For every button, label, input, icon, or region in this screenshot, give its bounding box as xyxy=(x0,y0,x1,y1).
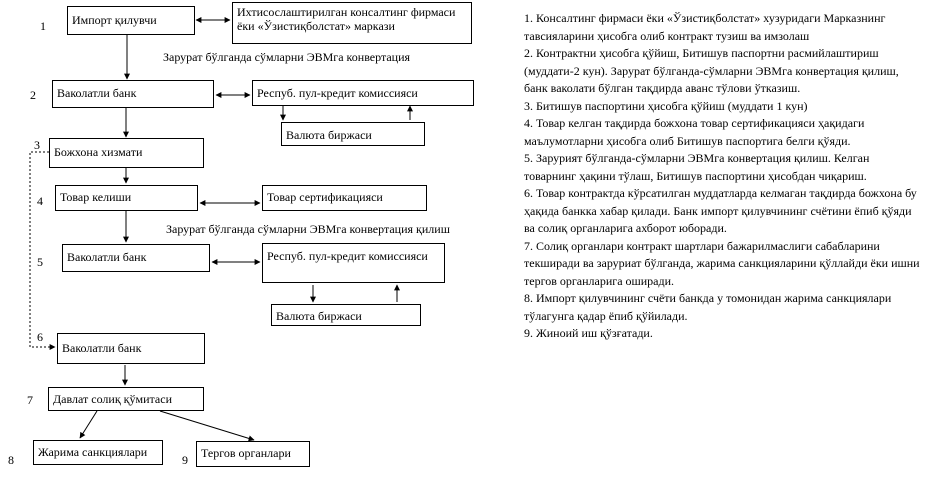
credit-commission-box-1: Респуб. пул-кредит комиссияси xyxy=(252,80,474,106)
consulting-box: Ихтисослаштирилган консалтинг фирмаси ёки «Ўзистиқболстат» маркази xyxy=(232,2,472,44)
note-item: 6. Товар контрактда кўрсатилган муддатларда келмаган тақдирда божхона бу ҳақида банкка хабар қилади. Банк импорт қилувчининг счётини ёпиб қўяди ва солиқ органларига ахборот юборади. xyxy=(524,186,917,235)
arrow-tax-investigation xyxy=(160,411,254,440)
note-item: 4. Товар келган тақдирда божхона товар сертификацияси ҳақидаги маълумотларни ҳисобга олиб Битишув паспортига белги қўяди. xyxy=(524,116,865,148)
conversion-caption-1: Зарурат бўлганда сўмларни ЭВМга конвертация xyxy=(163,50,411,64)
goods-certification-box: Товар сертификацияси xyxy=(262,185,427,211)
note-item: 8. Импорт қилувчининг счёти банкда у томонидан жарима санкциялари тўлагунга қадар ёпиб қўйилади. xyxy=(524,291,892,323)
note-item: 2. Контрактни ҳисобга қўйиш, Битишув паспортни расмийлаштириш (муддати-2 кун). Зарурат бўлганда-сўмларни ЭВМга конвертация қилиш, банк ваколати бўлган тақдирда аванс тўлови ўтказиш. xyxy=(524,46,899,95)
dotted-link-customs-bank-3 xyxy=(30,152,55,347)
step-number-2: 2 xyxy=(30,88,36,102)
note-item: 3. Битишув паспортини ҳисобга қўйиш (муддати 1 кун) xyxy=(524,98,808,113)
note-item: 9. Жиноий иш қўзғатади. xyxy=(524,326,653,340)
investigation-bodies-box: Тергов органлари xyxy=(196,441,310,467)
note-item: 1. Консалтинг фирмаси ёки «Ўзистиқболстат» хузуридаги Марказнинг тавсияларини ҳисобга олиб контракт тузиш ва имзолаш xyxy=(524,11,886,43)
step-number-6: 6 xyxy=(37,330,43,344)
step-number-4: 4 xyxy=(37,194,43,208)
explanatory-notes xyxy=(524,10,924,343)
step-number-5: 5 xyxy=(37,255,43,269)
goods-arrival-box: Товар келиши xyxy=(55,185,198,211)
step-number-9: 9 xyxy=(182,453,188,467)
conversion-caption-2: Зарурат бўлганда сўмларни ЭВМга конвертация қилиш xyxy=(166,222,450,236)
note-item: 7. Солиқ органлари контракт шартлари бажарилмаслиги сабабларини текширади ва заруриат бўлганда, жарима санкцияларини қўллайди ёки ишни тергов органларига оширади. xyxy=(524,238,920,288)
currency-exchange-box-2: Валюта биржаси xyxy=(271,304,421,326)
arrow-tax-fines xyxy=(80,411,97,438)
importer-box: Импорт қилувчи xyxy=(67,6,195,35)
fine-sanctions-box: Жарима санкциялари xyxy=(33,440,163,465)
tax-committee-box: Давлат солиқ қўмитаси xyxy=(48,387,204,411)
credit-commission-box-2: Респуб. пул-кредит комиссияси xyxy=(262,243,445,283)
customs-box: Божхона хизмати xyxy=(49,138,204,168)
note-item: 5. Зарурият бўлганда-сўмларни ЭВМга конвертация қилиш. Келган товарнинг ҳақини тўлаш, Битишув паспортини ҳисобдан чиқариш. xyxy=(524,151,870,183)
step-number-7: 7 xyxy=(27,393,33,407)
step-number-8: 8 xyxy=(8,453,14,467)
step-number-3: 3 xyxy=(34,138,40,152)
bank-box-1: Ваколатли банк xyxy=(52,80,214,108)
step-number-1: 1 xyxy=(40,19,46,33)
bank-box-2: Ваколатли банк xyxy=(62,244,210,272)
currency-exchange-box-1: Валюта биржаси xyxy=(281,122,425,146)
bank-box-3: Ваколатли банк xyxy=(57,333,205,364)
